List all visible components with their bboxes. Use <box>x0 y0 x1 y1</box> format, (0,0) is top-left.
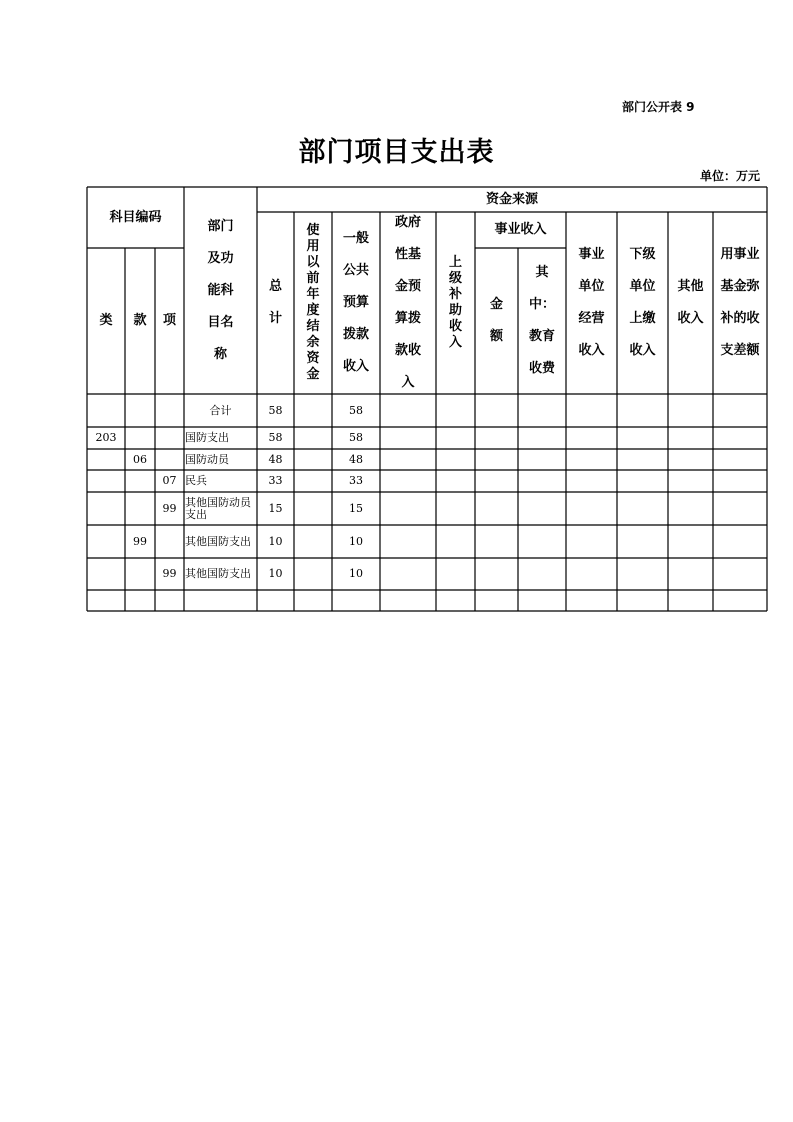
row-general-budget: 58 <box>349 403 363 417</box>
row-general-budget: 15 <box>349 501 363 515</box>
header-total: 总 计 <box>268 279 282 326</box>
header-item: 项 <box>162 313 176 328</box>
row-section-code <box>125 427 155 449</box>
row-class-code <box>87 470 125 492</box>
row-general-budget: 58 <box>349 431 363 444</box>
row-class-code <box>87 449 125 470</box>
row-class-code <box>87 558 125 590</box>
row-total: 58 <box>268 403 283 417</box>
row-name: 其他国防支出 <box>185 534 251 548</box>
row-item-code <box>155 525 184 558</box>
header-funding-source: 资金来源 <box>485 191 538 207</box>
header-amount: 金 额 <box>489 297 503 344</box>
header-dept-function: 部门 及功 能科 目名 称 <box>207 218 234 362</box>
row-total: 58 <box>268 431 283 444</box>
header-class: 类 <box>99 313 113 328</box>
row-section-code <box>125 492 155 525</box>
row-section-code <box>125 394 155 427</box>
row-general-budget: 10 <box>349 534 363 548</box>
header-operating-income: 事业 单位 经营 收入 <box>578 247 605 358</box>
row-class-code: 203 <box>95 431 117 444</box>
row-section-code <box>125 590 155 611</box>
row-total: 10 <box>268 534 283 548</box>
row-item-code <box>155 394 184 427</box>
row-class-code <box>87 394 125 427</box>
header-subject-code: 科目编码 <box>109 209 162 225</box>
row-class-code <box>87 590 125 611</box>
row-name: 民兵 <box>185 474 207 487</box>
row-item-code: 07 <box>162 474 177 487</box>
row-item-code <box>155 590 184 611</box>
header-gov-fund: 政府 性基 金预 算拨 款收 入 <box>394 215 421 390</box>
header-prior-balance: 使 用 以 前 年 度 结 余 资 金 <box>306 223 320 382</box>
row-class-code <box>87 492 125 525</box>
row-general-budget: 10 <box>349 567 363 580</box>
header-education-fees: 其 中： 教育 收费 <box>528 265 555 376</box>
row-total: 33 <box>268 474 283 487</box>
header-general-budget: 一般 公共 预算 拨款 收入 <box>342 231 369 374</box>
header-section: 款 <box>133 313 147 328</box>
row-name: 其他国防动员支出 <box>185 495 251 521</box>
header-superior-subsidy: 上 级 补 助 收 入 <box>448 255 462 350</box>
row-class-code <box>87 525 125 558</box>
row-name: 合计 <box>209 403 232 417</box>
row-total: 48 <box>268 452 283 466</box>
row-item-code: 99 <box>162 567 177 580</box>
row-item-code: 99 <box>162 501 177 515</box>
form-number: 部门公开表 9 <box>622 100 695 114</box>
row-section-code <box>125 470 155 492</box>
row-name: 国防动员 <box>185 452 229 466</box>
page-title: 部门项目支出表 <box>298 137 495 168</box>
header-subordinate-income: 下级 单位 上缴 收入 <box>629 247 656 358</box>
row-general-budget <box>332 590 380 611</box>
unit-label: 单位：万元 <box>700 169 761 183</box>
row-section-code: 99 <box>133 534 147 548</box>
row-item-code <box>155 449 184 470</box>
row-total: 15 <box>268 501 283 515</box>
row-section-code: 06 <box>133 452 147 466</box>
header-other-income: 其他 收入 <box>677 279 704 326</box>
row-general-budget: 33 <box>349 474 363 487</box>
row-name: 国防支出 <box>185 431 229 444</box>
row-total <box>257 590 294 611</box>
header-business-income: 事业收入 <box>494 222 547 237</box>
row-section-code <box>125 558 155 590</box>
row-name <box>184 590 257 611</box>
header-fund-make-up: 用事业 基金弥 补的收 支差额 <box>720 247 760 358</box>
row-general-budget: 48 <box>349 452 363 466</box>
row-name: 其他国防支出 <box>185 567 251 580</box>
row-item-code <box>155 427 184 449</box>
row-total: 10 <box>268 567 283 580</box>
